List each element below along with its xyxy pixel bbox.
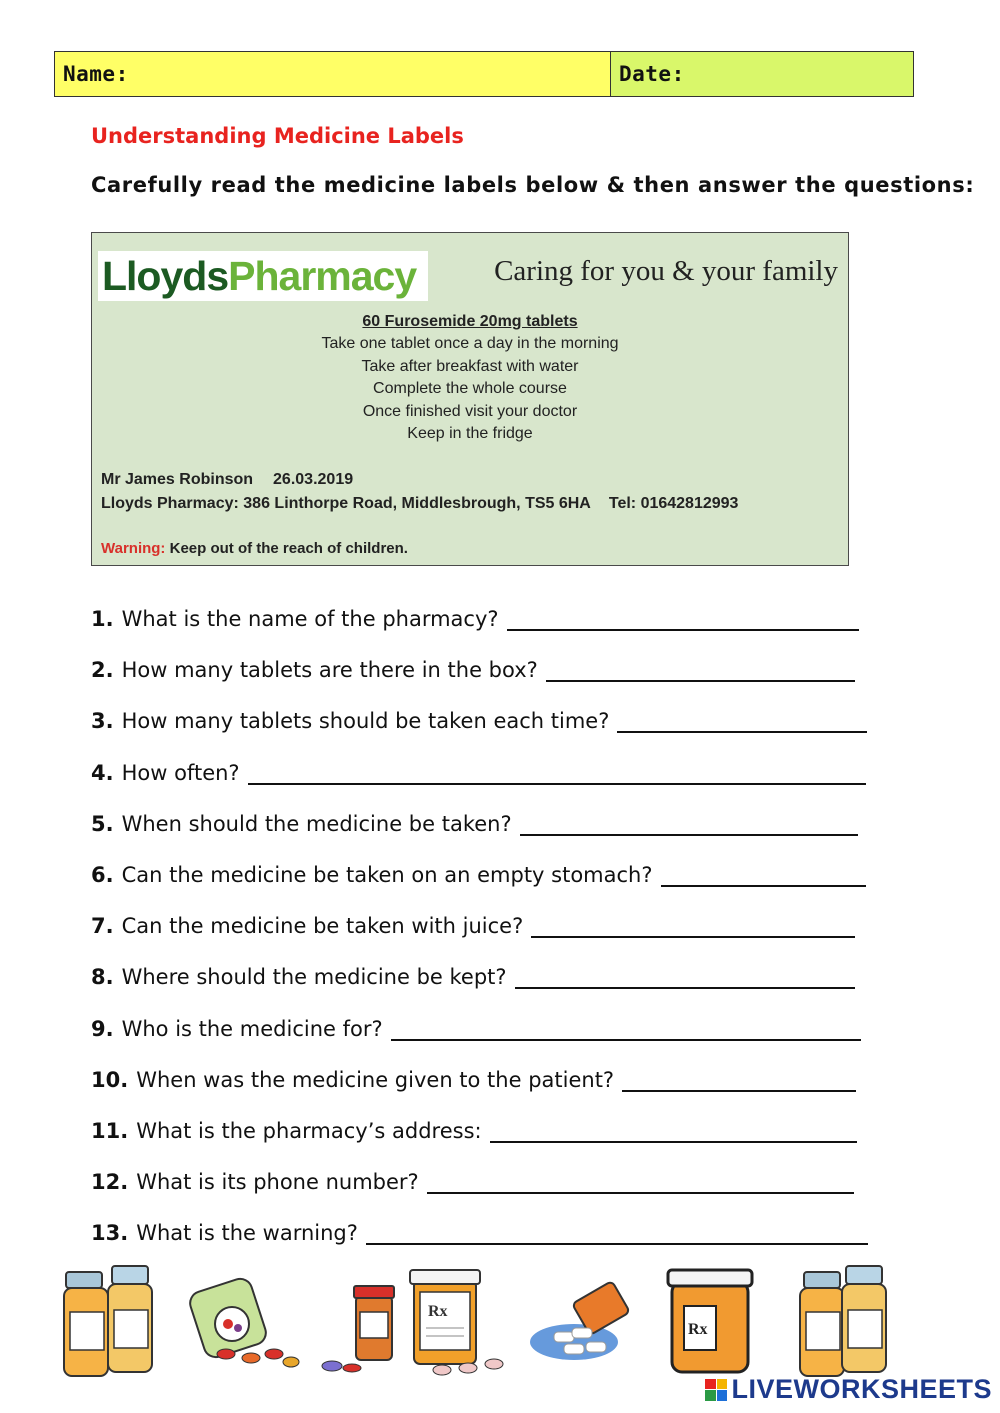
question-item xyxy=(91,1068,891,1119)
question-text: What is the warning? xyxy=(136,1221,358,1246)
direction-line: Keep in the fridge xyxy=(407,425,533,443)
warning-text: Keep out of the reach of children. xyxy=(169,540,408,557)
question-number: 1. xyxy=(91,607,114,631)
logo-part1: Lloyds xyxy=(102,252,229,299)
patient-info xyxy=(101,471,373,489)
question-number: 5. xyxy=(91,811,114,836)
question-item xyxy=(91,607,891,658)
question-text: Can the medicine be taken with juice? xyxy=(121,914,524,939)
question-text: How many tablets are there in the box? xyxy=(121,658,538,683)
direction-line: Take one tablet once a day in the morning xyxy=(321,335,619,353)
answer-blank[interactable] xyxy=(490,1119,857,1143)
pill-box-icon xyxy=(187,1276,299,1367)
medicine-label xyxy=(91,232,849,566)
answer-blank[interactable] xyxy=(391,1017,861,1041)
question-number: 3. xyxy=(91,709,114,734)
rx-bottle-icon xyxy=(410,1270,503,1375)
liveworksheets-logo-icon xyxy=(705,1379,727,1401)
logo-part2: Pharmacy xyxy=(228,252,417,299)
answer-blank[interactable] xyxy=(248,761,866,785)
pharmacy-address xyxy=(101,495,738,513)
header-table xyxy=(54,51,914,97)
warning-label: Warning: xyxy=(101,540,166,557)
answer-blank[interactable] xyxy=(531,914,855,938)
question-number: 6. xyxy=(91,862,114,887)
question-item xyxy=(91,1119,891,1170)
question-number: 12. xyxy=(91,1170,129,1195)
answer-blank[interactable] xyxy=(366,1221,868,1245)
question-item xyxy=(91,863,891,914)
name-label: Name: xyxy=(63,62,129,86)
question-item xyxy=(91,914,891,965)
instructions: Carefully read the medicine labels below & then answer the questions: xyxy=(91,173,975,197)
date-field[interactable] xyxy=(611,52,913,96)
question-number: 13. xyxy=(91,1221,129,1246)
pill-bottle-icon xyxy=(322,1286,394,1372)
watermark-text: LIVEWORKSHEETS xyxy=(731,1374,992,1404)
page-title: Understanding Medicine Labels xyxy=(91,124,464,148)
spilled-pills-icon xyxy=(530,1281,630,1360)
question-text: What is the name of the pharmacy? xyxy=(121,607,499,631)
question-text: What is its phone number? xyxy=(136,1170,419,1195)
answer-blank[interactable] xyxy=(661,863,866,887)
question-list xyxy=(91,607,891,1272)
answer-blank[interactable] xyxy=(546,658,855,682)
warning-line xyxy=(101,540,408,557)
medicine-directions xyxy=(92,311,848,445)
answer-blank[interactable] xyxy=(520,812,858,836)
medicine-illustrations xyxy=(56,1262,896,1382)
pharmacy-logo xyxy=(98,251,428,301)
patient-name: Mr James Robinson xyxy=(101,471,254,488)
answer-blank[interactable] xyxy=(617,709,867,733)
question-number: 2. xyxy=(91,658,114,683)
answer-blank[interactable] xyxy=(427,1170,854,1194)
medicine-bottles-icon xyxy=(64,1266,152,1376)
tagline: Caring for you & your family xyxy=(494,255,838,287)
question-text: Can the medicine be taken on an empty stomach? xyxy=(121,862,653,887)
question-text: How often? xyxy=(121,760,240,785)
question-item xyxy=(91,1017,891,1068)
question-text: Where should the medicine be kept? xyxy=(121,965,507,990)
answer-blank[interactable] xyxy=(622,1068,856,1092)
medicine-bottles-icon xyxy=(800,1266,886,1376)
question-number: 10. xyxy=(91,1067,129,1092)
phone-number: Tel: 01642812993 xyxy=(608,495,739,512)
watermark xyxy=(705,1374,992,1405)
question-number: 9. xyxy=(91,1016,114,1041)
question-text: What is the pharmacy’s address: xyxy=(136,1118,482,1143)
question-text: Who is the medicine for? xyxy=(121,1016,383,1041)
question-item xyxy=(91,1170,891,1221)
answer-blank[interactable] xyxy=(507,607,859,631)
question-number: 4. xyxy=(91,760,114,785)
name-field[interactable] xyxy=(55,52,611,96)
answer-blank[interactable] xyxy=(515,965,855,989)
medicine-name: 60 Furosemide 20mg tablets xyxy=(362,313,578,330)
question-text: When should the medicine be taken? xyxy=(121,811,512,836)
patient-date: 26.03.2019 xyxy=(273,471,354,488)
question-number: 8. xyxy=(91,965,114,990)
question-number: 11. xyxy=(91,1118,129,1143)
rx-text: Rx xyxy=(428,1303,448,1320)
question-text: When was the medicine given to the patient? xyxy=(136,1067,615,1092)
direction-line: Take after breakfast with water xyxy=(361,357,579,375)
rx-jar-icon xyxy=(668,1270,752,1372)
question-number: 7. xyxy=(91,914,114,939)
date-label: Date: xyxy=(619,62,685,86)
address-text: Lloyds Pharmacy: 386 Linthorpe Road, Middlesbrough, TS5 6HA xyxy=(101,495,591,512)
question-item xyxy=(91,761,891,812)
question-item xyxy=(91,812,891,863)
question-item xyxy=(91,965,891,1016)
direction-line: Complete the whole course xyxy=(373,380,567,398)
question-item xyxy=(91,709,891,760)
rx-text: Rx xyxy=(688,1321,708,1338)
question-item xyxy=(91,658,891,709)
question-text: How many tablets should be taken each time? xyxy=(121,709,610,734)
direction-line: Once finished visit your doctor xyxy=(362,402,578,420)
